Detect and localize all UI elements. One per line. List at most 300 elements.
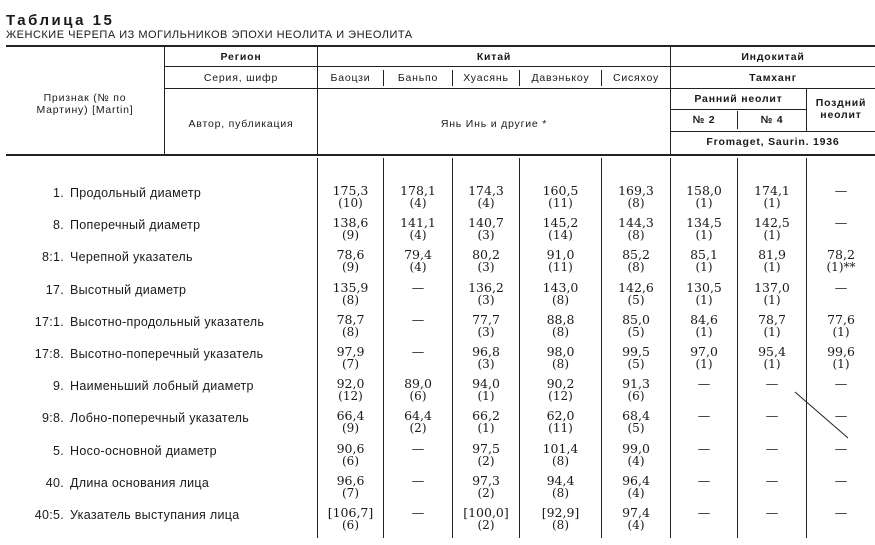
table-cell — [318, 442, 383, 468]
table-cell — [671, 506, 737, 519]
table-cell — [671, 474, 737, 487]
cell-count: (12) — [548, 389, 573, 404]
cell-mean: 66,2 — [472, 408, 500, 424]
cell-mean: 96,6 — [336, 472, 365, 488]
cell-count: (12) — [338, 389, 363, 404]
cell-mean: — — [411, 505, 425, 520]
table-cell — [738, 377, 806, 390]
table-cell — [602, 281, 670, 307]
martin-number: 8:1. — [41, 250, 64, 265]
table-cell — [738, 506, 806, 519]
cell-count: (1) — [477, 389, 495, 404]
feature-name: Высотно-поперечный указатель — [70, 347, 264, 361]
martin-number: 40:5. — [34, 508, 64, 522]
table-cell — [384, 474, 452, 487]
cell-mean: 80,2 — [472, 247, 500, 263]
table-cell — [520, 474, 601, 500]
table-cell — [453, 409, 519, 435]
header-rule — [165, 66, 317, 67]
cell-mean: 97,3 — [472, 472, 500, 488]
region-header: Регион — [220, 51, 262, 63]
table-cell — [520, 313, 601, 339]
cell-mean: — — [411, 472, 425, 488]
late-neolithic-line2: неолит — [820, 109, 862, 121]
table-cell — [520, 345, 601, 371]
cell-count: (11) — [548, 196, 573, 210]
cell-mean: 90,2 — [546, 376, 575, 392]
row-label — [0, 315, 300, 329]
cell-count: (1) — [832, 324, 850, 339]
cell-mean: — — [834, 376, 848, 392]
cell-count: (1) — [763, 196, 781, 210]
table-number: Таблица 15 — [6, 12, 115, 29]
table-cell — [520, 184, 601, 210]
tamhang-header: Тамханг — [749, 72, 797, 84]
table-cell — [318, 474, 383, 500]
cell-count: (8) — [552, 357, 569, 371]
row-label — [0, 283, 300, 297]
table-cell — [520, 216, 601, 242]
col-baoji: Баоцзи — [330, 72, 371, 84]
table-cell — [671, 248, 737, 274]
cell-count: (3) — [477, 228, 495, 243]
table-cell — [453, 506, 519, 532]
cell-mean: 136,2 — [468, 279, 504, 295]
cell-mean: — — [834, 183, 848, 198]
cell-count: (4) — [409, 196, 427, 210]
header-bottom-rule — [6, 154, 875, 156]
cell-mean: 101,4 — [542, 440, 579, 456]
table-cell — [453, 313, 519, 339]
cell-count: (1) — [695, 357, 713, 371]
table-cell — [520, 281, 601, 307]
cell-count: (1) — [695, 324, 713, 339]
cell-count: (8) — [552, 518, 569, 532]
table-cell — [384, 345, 452, 358]
table-cell — [807, 184, 875, 197]
cell-count: (1) — [763, 260, 781, 275]
col-huaxian: Хуасянь — [463, 72, 509, 84]
table-cell — [384, 506, 452, 519]
cell-count: (4) — [409, 228, 427, 243]
table-cell — [738, 281, 806, 307]
feature-name: Продольный диаметр — [70, 186, 202, 200]
feature-header — [10, 92, 160, 116]
cell-count: (1) — [695, 260, 713, 275]
cell-count: (1) — [695, 292, 713, 307]
row-label — [0, 186, 300, 200]
cell-mean: 141,1 — [400, 215, 436, 231]
feature-name: Высотный диаметр — [70, 282, 187, 297]
cell-count: (8) — [342, 292, 359, 307]
cell-mean: 99,6 — [827, 344, 855, 359]
cell-count: (1) — [695, 228, 713, 243]
cell-count: (6) — [342, 518, 359, 532]
table-cell — [602, 345, 670, 371]
table-cell — [671, 345, 737, 371]
cell-mean: — — [697, 376, 711, 392]
cell-mean: 142,6 — [618, 279, 654, 295]
header-rule — [671, 109, 806, 110]
table-cell — [384, 409, 452, 435]
cell-mean: 99,0 — [622, 440, 650, 456]
table-cell — [738, 345, 806, 371]
cell-mean: 145,2 — [542, 215, 579, 231]
late-neolithic-header — [807, 97, 875, 121]
table-cell — [671, 313, 737, 339]
cell-count: (1) — [763, 292, 781, 307]
cell-mean: 78,6 — [336, 247, 365, 263]
table-cell — [602, 313, 670, 339]
table-cell — [807, 313, 875, 339]
table-cell — [520, 442, 601, 468]
cell-mean: 160,5 — [542, 183, 579, 198]
row-label — [0, 508, 300, 522]
cell-mean: — — [834, 408, 848, 424]
table-cell — [738, 474, 806, 487]
table-cell — [520, 506, 601, 532]
cell-mean: 175,3 — [332, 183, 369, 198]
table-cell — [602, 442, 670, 468]
cell-mean: 97,9 — [336, 344, 365, 359]
cell-mean: 90,6 — [336, 440, 365, 456]
cell-count: (1) — [832, 357, 850, 371]
martin-number: 17. — [45, 282, 64, 297]
cell-mean: 134,5 — [686, 215, 722, 231]
cell-mean: 144,3 — [618, 215, 654, 231]
cell-count: (5) — [627, 324, 645, 339]
table-cell — [453, 216, 519, 242]
cell-mean: — — [697, 505, 711, 520]
table-cell — [807, 216, 875, 229]
cell-mean: 77,6 — [827, 311, 855, 327]
table-cell — [602, 506, 670, 532]
cell-count: (4) — [627, 518, 645, 532]
cell-mean: 94,0 — [472, 376, 500, 392]
cell-mean: — — [765, 408, 779, 424]
table-cell — [318, 281, 383, 307]
feature-name: Носо-основной диаметр — [70, 443, 217, 458]
cell-mean: 85,0 — [622, 311, 650, 327]
cell-count: (1) — [695, 196, 713, 210]
top-rule — [6, 45, 875, 47]
cell-mean: — — [697, 408, 711, 424]
cell-count: (5) — [627, 421, 645, 436]
col-xixiahou: Сисяхоу — [612, 72, 660, 84]
cell-mean: [92,9] — [541, 505, 580, 520]
table-cell — [671, 377, 737, 390]
cell-count: (7) — [342, 485, 359, 500]
cell-mean: 96,4 — [622, 472, 650, 488]
cell-mean: 92,0 — [336, 376, 365, 392]
cell-count: (8) — [627, 196, 645, 210]
row-label — [0, 476, 300, 490]
cell-mean: 89,0 — [404, 376, 432, 392]
feature-name: Указатель выступания лица — [70, 508, 240, 522]
cell-mean: 62,0 — [546, 408, 575, 424]
cell-count: (9) — [342, 260, 359, 275]
cell-mean: 130,5 — [686, 279, 722, 295]
cell-mean: 91,0 — [546, 247, 575, 263]
table-cell — [453, 345, 519, 371]
row-label — [0, 411, 300, 425]
cell-count: (5) — [627, 357, 645, 371]
cell-mean: 135,9 — [332, 279, 369, 295]
cell-mean: — — [411, 279, 425, 295]
cell-count: (9) — [342, 228, 359, 243]
cell-count: (1) — [477, 421, 495, 436]
col-no2: № 2 — [692, 114, 716, 126]
cell-mean: 78,7 — [336, 311, 365, 327]
cell-mean: 140,7 — [468, 215, 504, 231]
cell-count: (8) — [552, 485, 569, 500]
martin-number: 17:1. — [34, 314, 64, 329]
table-cell — [453, 184, 519, 210]
cell-mean: 85,2 — [622, 247, 650, 263]
table-cell — [807, 442, 875, 455]
table-cell — [738, 248, 806, 274]
table-cell — [807, 377, 875, 390]
cell-mean: 97,5 — [472, 440, 500, 456]
cell-mean: 137,0 — [754, 279, 790, 295]
martin-number: 40. — [45, 475, 64, 490]
table-cell — [384, 184, 452, 210]
author-header: Автор, публикация — [188, 118, 294, 130]
cell-mean: 88,8 — [546, 311, 575, 327]
table-cell — [453, 474, 519, 500]
table-cell — [384, 313, 452, 326]
table-cell — [384, 442, 452, 455]
cell-count: (4) — [477, 196, 495, 210]
cell-count: (3) — [477, 324, 495, 339]
cell-count: (10) — [338, 196, 363, 210]
cell-count: (9) — [342, 421, 359, 436]
cell-mean: 79,4 — [404, 247, 432, 263]
table-cell — [318, 184, 383, 210]
cell-mean: 95,4 — [758, 344, 786, 359]
cell-mean: — — [765, 472, 779, 488]
china-header: Китай — [476, 51, 512, 63]
feature-name: Лобно-поперечный указатель — [70, 411, 250, 426]
table-cell — [807, 474, 875, 487]
row-label — [0, 379, 300, 393]
martin-number: 8. — [52, 218, 64, 233]
cell-count: (3) — [477, 260, 495, 275]
table-cell — [738, 216, 806, 242]
table-cell — [738, 409, 806, 422]
cell-count: (2) — [477, 485, 495, 500]
table-cell — [384, 248, 452, 274]
table-cell — [453, 377, 519, 403]
late-neolithic-line1: Поздний — [815, 97, 867, 109]
table-cell — [602, 409, 670, 435]
table-cell — [384, 281, 452, 294]
cell-mean: 66,4 — [336, 408, 365, 424]
cell-mean: 98,0 — [546, 344, 575, 359]
cell-count: (6) — [409, 389, 427, 404]
cell-count: (8) — [342, 324, 359, 339]
cell-mean: 84,6 — [690, 311, 718, 327]
cell-mean: — — [411, 311, 425, 327]
cell-count: (8) — [552, 324, 569, 339]
cell-count: (2) — [477, 453, 495, 468]
table-cell — [807, 248, 875, 274]
cell-mean: — — [834, 440, 848, 456]
table-cell — [671, 184, 737, 210]
feature-header-line1: Признак (№ по — [43, 92, 127, 104]
table-cell — [520, 377, 601, 403]
feature-name: Длина основания лица — [70, 475, 210, 490]
cell-count: (11) — [548, 421, 573, 436]
table-cell — [671, 281, 737, 307]
table-cell — [738, 313, 806, 339]
cell-mean: — — [834, 215, 848, 231]
cell-count: (14) — [548, 228, 573, 243]
table-cell — [671, 216, 737, 242]
cell-count: (1) — [763, 324, 781, 339]
early-neolithic-header: Ранний неолит — [694, 93, 783, 105]
table-cell — [807, 506, 875, 519]
header-rule — [318, 66, 670, 67]
header-rule — [671, 66, 875, 67]
table-cell — [384, 216, 452, 242]
cell-mean: 99,5 — [622, 344, 650, 359]
cell-mean: — — [697, 472, 711, 488]
martin-number: 9:8. — [41, 411, 64, 426]
row-label — [0, 444, 300, 458]
table-cell — [318, 248, 383, 274]
cell-mean: 64,4 — [404, 408, 432, 424]
cell-count: (1)** — [826, 260, 856, 275]
feature-name: Поперечный диаметр — [70, 218, 201, 233]
table-cell — [318, 409, 383, 435]
cell-mean: — — [411, 344, 425, 359]
cell-mean: 78,7 — [758, 311, 786, 327]
cell-mean: 94,4 — [546, 472, 575, 488]
row-label — [0, 250, 300, 264]
table-cell — [807, 409, 875, 422]
table-cell — [602, 184, 670, 210]
martin-number: 17:8. — [34, 347, 64, 361]
header-rule — [671, 88, 875, 89]
cell-count: (5) — [627, 292, 645, 307]
cell-mean: — — [765, 505, 779, 520]
table-cell — [738, 184, 806, 210]
cell-count: (8) — [552, 453, 569, 468]
table-cell — [602, 216, 670, 242]
cell-mean: 68,4 — [622, 408, 650, 424]
cell-count: (4) — [409, 260, 427, 275]
cell-mean: 96,8 — [472, 344, 500, 359]
martin-number: 9. — [52, 379, 64, 394]
series-header: Серия, шифр — [203, 72, 279, 84]
cell-mean: 158,0 — [686, 183, 722, 198]
cell-mean: 85,1 — [690, 247, 718, 263]
col-no4: № 4 — [760, 114, 784, 126]
table-cell — [453, 248, 519, 274]
cell-count: (8) — [552, 292, 569, 307]
cell-count: (4) — [627, 453, 645, 468]
cell-count: (3) — [477, 357, 495, 371]
header-rule — [165, 88, 317, 89]
cell-count: (8) — [627, 228, 645, 243]
cell-mean: — — [411, 440, 425, 456]
cell-count: (7) — [342, 357, 359, 371]
table-cell — [520, 248, 601, 274]
cell-mean: 78,2 — [827, 247, 855, 263]
cell-count: (8) — [627, 260, 645, 275]
cell-mean: — — [834, 279, 848, 295]
table-cell — [602, 377, 670, 403]
cell-mean: 169,3 — [618, 183, 654, 198]
china-author: Янь Инь и другие * — [440, 118, 548, 130]
cell-mean: 138,6 — [332, 215, 369, 231]
row-label — [0, 218, 300, 232]
table-cell — [318, 216, 383, 242]
cell-mean: — — [765, 376, 779, 392]
cell-mean: — — [765, 440, 779, 456]
col-banpo: Баньпо — [397, 72, 439, 84]
table-caption: ЖЕНСКИЕ ЧЕРЕПА ИЗ МОГИЛЬНИКОВ ЭПОХИ НЕОЛИТА И ЭНЕОЛИТА — [6, 29, 413, 41]
feature-header-line2: Мартину) [Martin] — [36, 104, 134, 116]
table-cell — [807, 345, 875, 371]
cell-count: (6) — [342, 453, 359, 468]
col-dawenkou: Давэнькоу — [531, 72, 590, 84]
cell-count: (4) — [627, 485, 645, 500]
table-cell — [318, 313, 383, 339]
cell-mean: 174,1 — [754, 183, 790, 198]
feature-name: Черепной указатель — [70, 250, 193, 265]
cell-mean: 97,4 — [622, 505, 650, 520]
cell-mean: 97,0 — [690, 344, 718, 359]
cell-count: (6) — [627, 389, 645, 404]
cell-count: (1) — [763, 228, 781, 243]
cell-count: (2) — [409, 421, 427, 436]
table-cell — [453, 281, 519, 307]
cell-mean: [106,7] — [327, 505, 374, 520]
cell-count: (2) — [477, 518, 495, 532]
martin-number: 5. — [52, 443, 64, 458]
feature-name: Наименьший лобный диаметр — [70, 379, 254, 394]
cell-count: (3) — [477, 292, 495, 307]
cell-mean: — — [697, 440, 711, 456]
cell-mean: 174,3 — [468, 183, 504, 198]
table-cell — [384, 377, 452, 403]
cell-mean: — — [834, 505, 848, 520]
cell-mean: 143,0 — [542, 279, 579, 295]
cell-mean: 91,3 — [622, 376, 650, 392]
header-rule — [671, 131, 875, 132]
cell-count: (1) — [763, 357, 781, 371]
table-cell — [602, 474, 670, 500]
cell-mean: 81,9 — [758, 247, 786, 263]
row-label — [0, 347, 300, 361]
indochina-author: Fromaget, Saurin. 1936 — [706, 136, 840, 148]
cell-count: (11) — [548, 260, 573, 275]
indochina-header: Индокитай — [741, 51, 805, 63]
table-cell — [318, 345, 383, 371]
table-cell — [318, 377, 383, 403]
cell-mean: 178,1 — [400, 183, 436, 198]
table-cell — [520, 409, 601, 435]
table-cell — [807, 281, 875, 294]
table-cell — [453, 442, 519, 468]
table-cell — [671, 409, 737, 422]
table-cell — [318, 506, 383, 532]
cell-mean: [100,0] — [463, 505, 509, 520]
table-cell — [671, 442, 737, 455]
cell-mean: 142,5 — [754, 215, 790, 231]
